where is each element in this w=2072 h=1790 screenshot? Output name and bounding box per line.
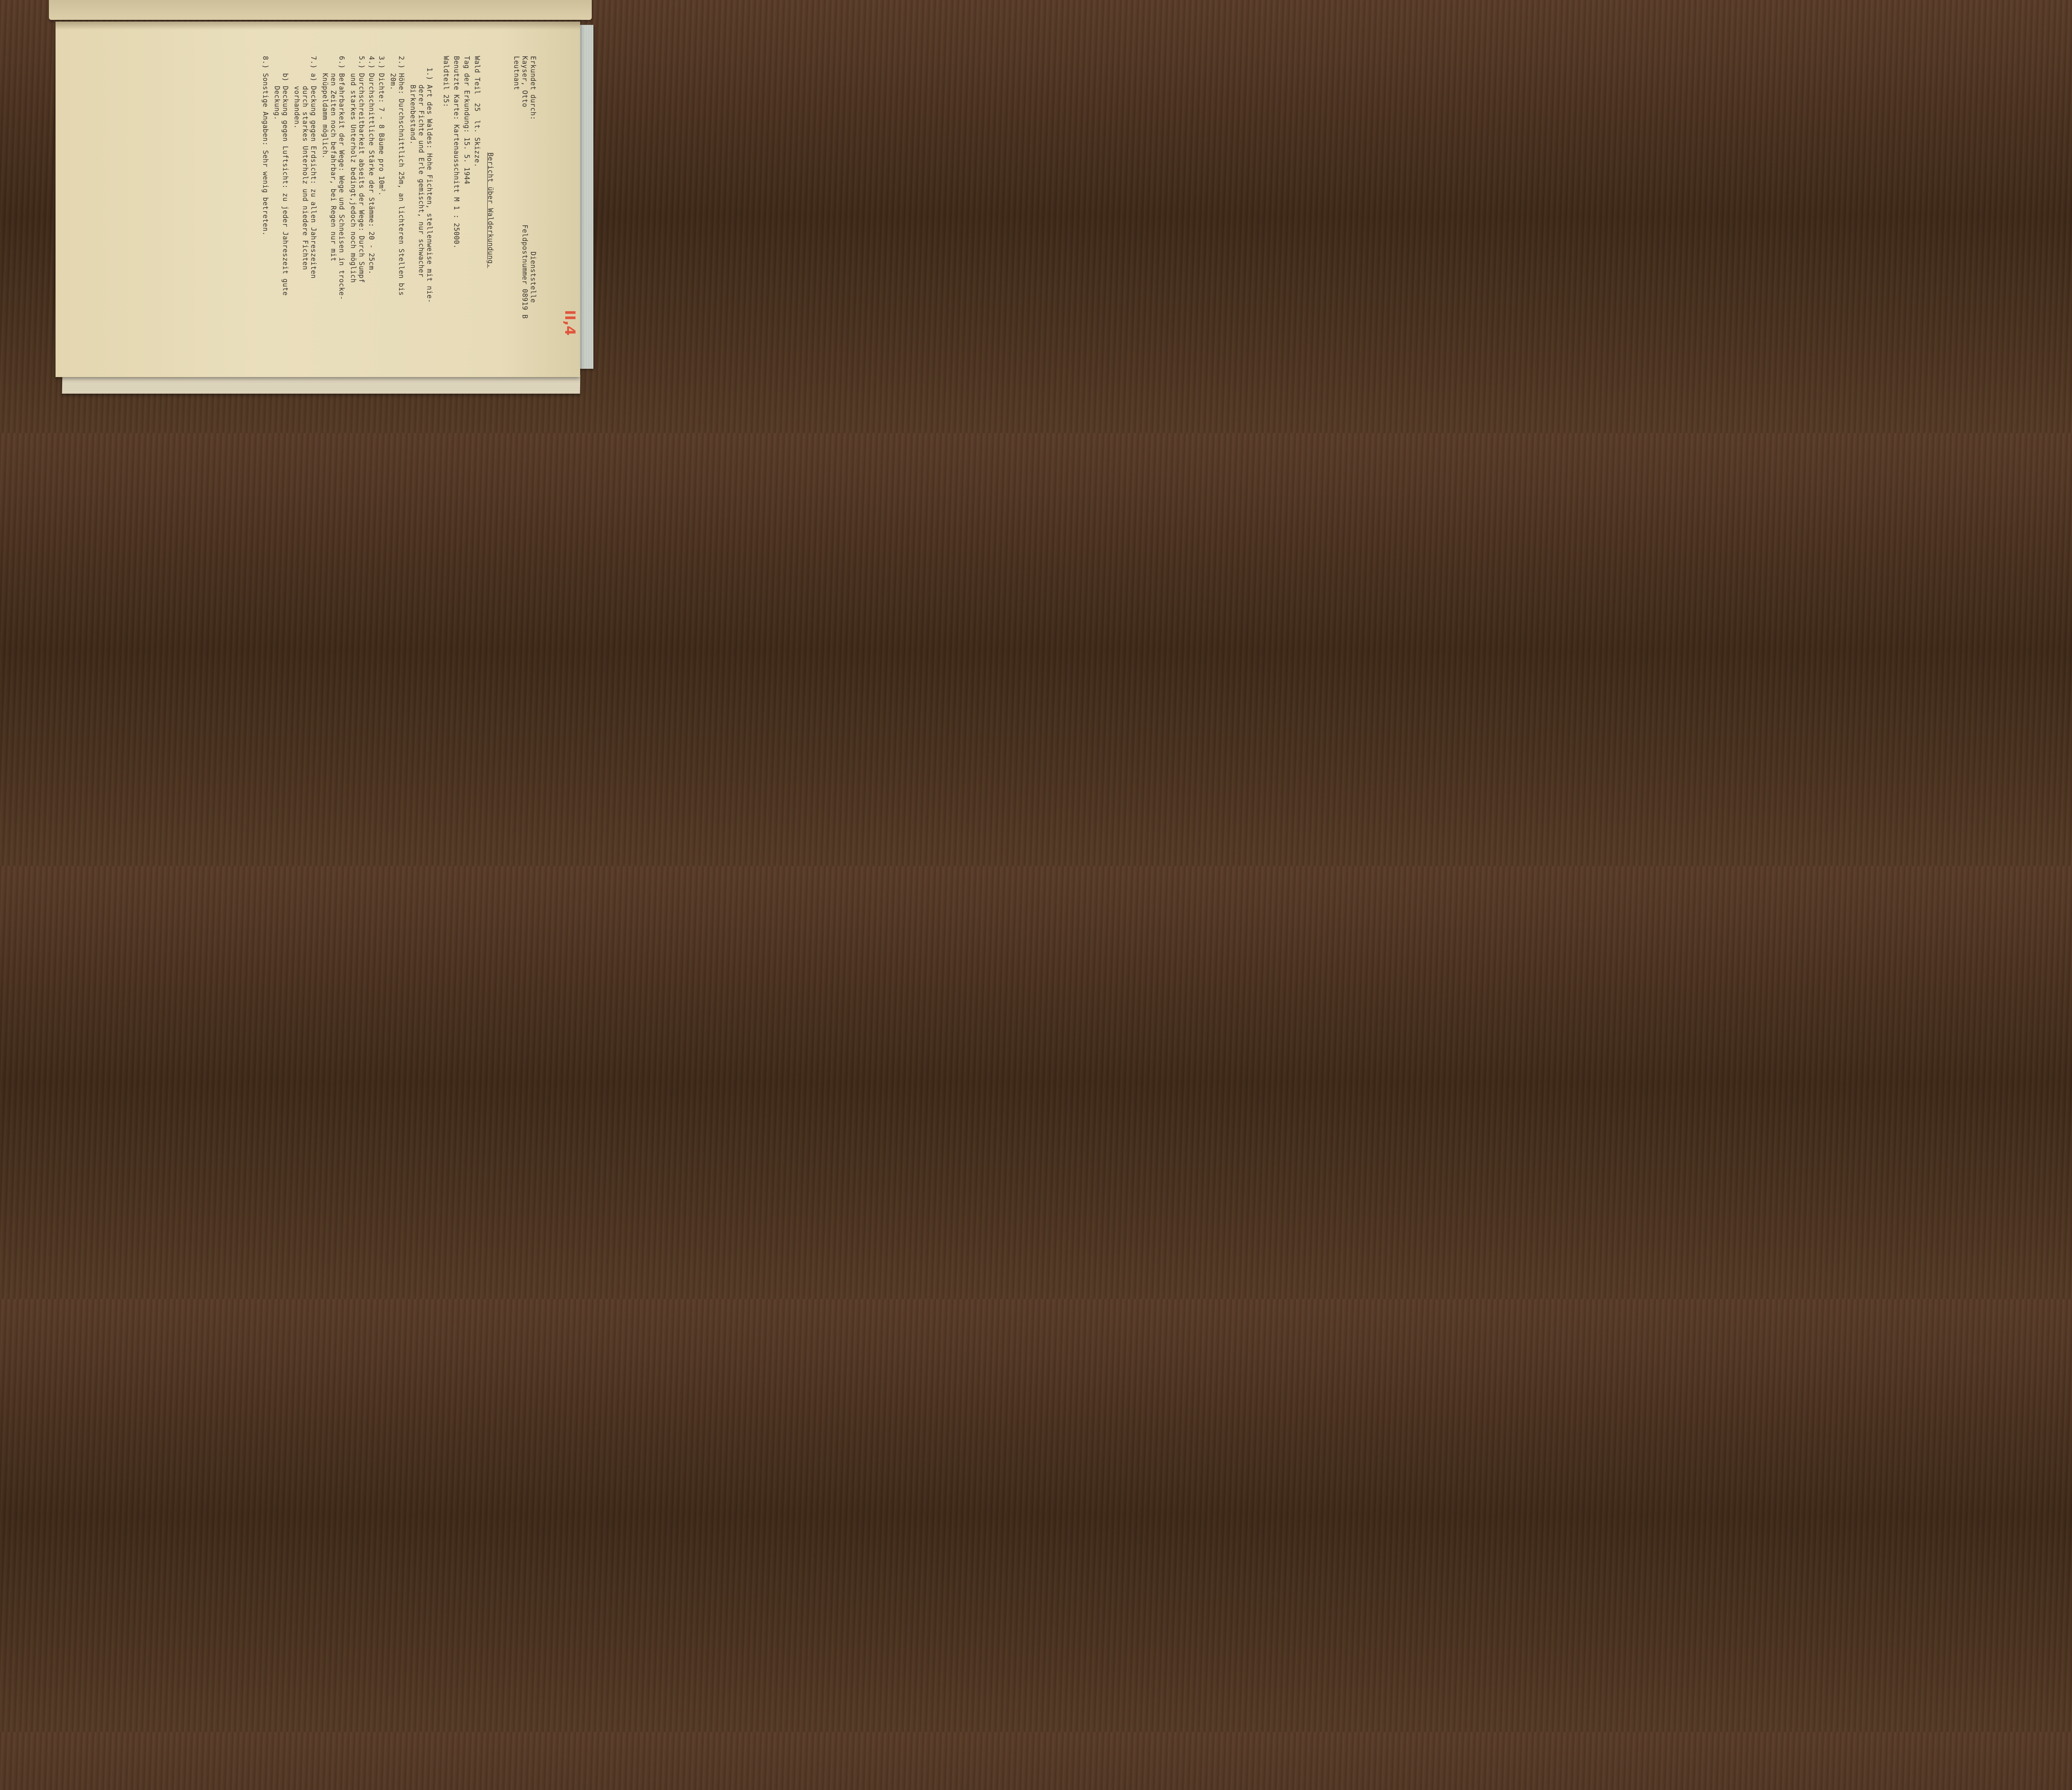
- tag-der-erkundung: Tag der Erkundung: 15. 5. 1944: [463, 56, 471, 185]
- header-left-line-1: Erkundet durch:: [529, 56, 537, 121]
- page-stack: [62, 375, 581, 394]
- item-5-line-1: 5.) Durchschreitbarkeit abseits der Wege: Durch Sumpf: [358, 56, 366, 283]
- item-6-line-3: Knüppeldamm möglich.: [321, 56, 329, 159]
- item-7b-line-1: b) Deckung gegen Luftsicht: zu jeder Jahreszeit gute: [281, 56, 289, 296]
- item-1-line-1: 1.) Art des Waldes: Hohe Fichten, stellenweise mit nie-: [426, 68, 433, 303]
- waldteil-heading: Waldteil 25:: [442, 56, 450, 108]
- item-4: 4.) Durchschnittliche Stärke der Stämme: 20 - 25cm.: [368, 56, 375, 275]
- wald-teil: Wald Teil 25 lt. Skizze.: [473, 56, 481, 167]
- item-3-end: .: [378, 191, 385, 196]
- item-7a-line-3: vorhanden.: [293, 56, 301, 129]
- item-1-line-3: Birkenbestand.: [409, 68, 417, 145]
- page-gutter: [56, 22, 580, 30]
- item-3: [377, 56, 385, 196]
- handwritten-annotation: II,4: [562, 310, 578, 336]
- item-8: 8.) Sonstige Angaben: Sehr wenig betreten.: [261, 56, 269, 236]
- item-7b-line-2: Deckung.: [273, 56, 281, 121]
- header-left-line-2: Kayser, Otto: [521, 56, 529, 108]
- header-left-line-3: Leutnant: [513, 56, 520, 90]
- item-5-line-2: und starkes Unterholz bedingt,jedoch noch möglich: [349, 56, 357, 283]
- document-title: Bericht über Walderkundung.: [487, 152, 494, 268]
- benutzte-karte: Benutzte Karte: Kartenausschnitt M 1 : 25000.: [453, 56, 460, 249]
- item-3-text: 3.) Dichte: 7 - 8 Bäume pro 10m: [378, 56, 385, 189]
- item-3-superscript: 2: [380, 189, 386, 192]
- item-6-line-2: nen Zeiten noch befahrbar, bei Regen nur mit: [329, 56, 337, 262]
- item-7a-line-2: durch starkes Unterholz und niedere Fichten: [301, 56, 309, 270]
- previous-page-edge: [49, 0, 592, 20]
- item-2-line-2: 20m.: [389, 56, 397, 90]
- header-right-line-1: Dienststelle: [529, 252, 537, 303]
- item-7a-line-1: 7.) a) Deckung gegen Erdsicht: zu allen Jahreszeiten: [310, 56, 317, 279]
- item-6-line-1: 6.) Befahrbarkeit der Wege: Wege und Schneisen in trocke-: [338, 56, 346, 300]
- header-right-line-2: Feldpostnummer 08919 B: [521, 225, 529, 319]
- item-1-line-2: derer Fichte und Erle gemischt, nur schwacher: [417, 68, 425, 278]
- document-text: [247, 56, 537, 371]
- item-2-line-1: 2.) Höhe: Durchschnittlich 25m, an lichteren Stellen bis: [397, 56, 405, 296]
